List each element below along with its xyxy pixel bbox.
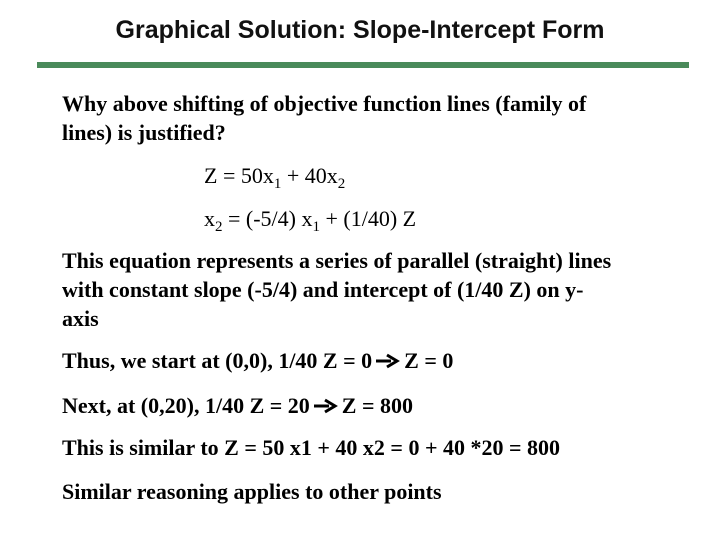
eq1-part-b: + 40x: [281, 163, 338, 188]
eq2-part-a: x: [204, 206, 215, 231]
eq1-subscript-1: 1: [273, 176, 282, 192]
question-line-1: Why above shifting of objective function lines (family of: [62, 91, 587, 116]
eq1-part-a: Z = 50x: [204, 163, 274, 188]
slide-title: Graphical Solution: Slope-Intercept Form: [115, 16, 605, 44]
eq2-subscript-2: 1: [312, 219, 320, 235]
reasoning-line: Similar reasoning applies to other points: [62, 479, 442, 504]
start-point-text: Thus, we start at (0,0), 1/40 Z = 0: [62, 348, 373, 373]
objective-equation: [204, 161, 345, 190]
eq2-subscript-1: 2: [215, 219, 223, 235]
question-line-2: lines) is justified?: [62, 120, 226, 145]
eq1-subscript-2: 2: [337, 176, 346, 192]
eq2-part-b: = (-5/4) x: [222, 206, 313, 231]
next-point-line: [62, 391, 413, 420]
right-arrow-icon: [375, 353, 401, 369]
next-point-result: Z = 800: [341, 393, 413, 418]
eq2-part-c: + (1/40) Z: [320, 206, 417, 231]
title-divider: [37, 62, 689, 68]
start-point-line: [62, 346, 453, 375]
right-arrow-icon: [313, 398, 339, 414]
explanation-line-1: This equation represents a series of parallel (straight) lines: [62, 248, 612, 273]
start-point-result: Z = 0: [404, 348, 454, 373]
slope-intercept-equation: [204, 204, 416, 233]
next-point-text: Next, at (0,20), 1/40 Z = 20: [62, 393, 310, 418]
explanation-line-3: axis: [62, 306, 99, 331]
similar-line: This is similar to Z = 50 x1 + 40 x2 = 0 + 40 *20 = 800: [62, 435, 561, 460]
explanation-line-2: with constant slope (-5/4) and intercept of (1/40 Z) on y-: [62, 277, 584, 302]
